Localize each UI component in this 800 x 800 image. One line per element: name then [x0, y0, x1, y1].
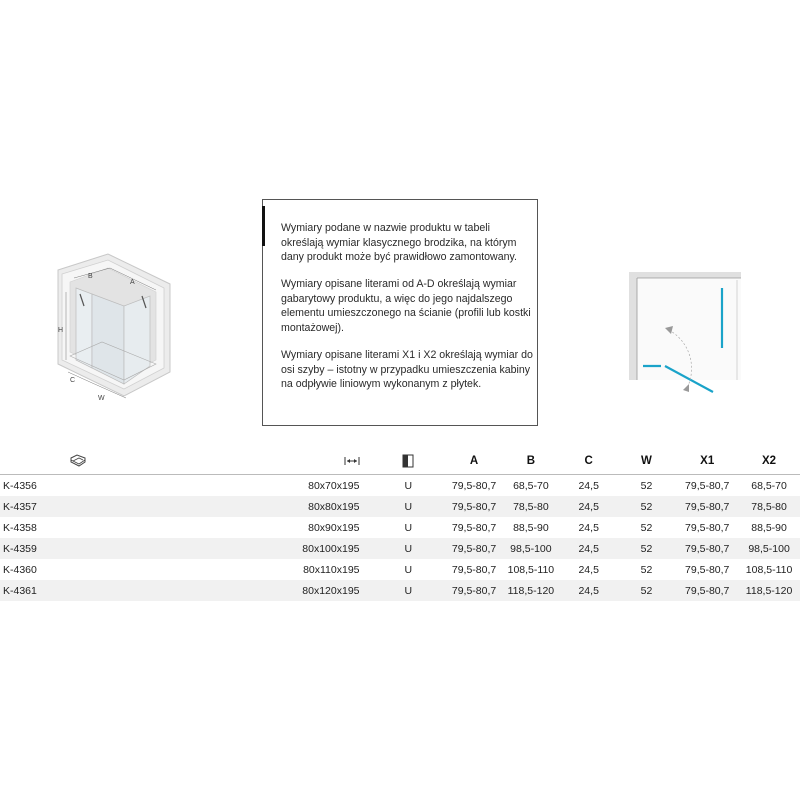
iso-label-a: A — [130, 279, 135, 286]
cell-a: 79,5-80,7 — [447, 496, 501, 517]
cell-code: K-4360 — [3, 563, 37, 576]
cell-x2: 78,5-80 — [738, 496, 800, 517]
cell-x1: 79,5-80,7 — [676, 580, 738, 601]
cell-x1: 79,5-80,7 — [685, 563, 730, 576]
header-code — [0, 448, 152, 475]
cell-u: U — [370, 538, 448, 559]
note-paragraph-3: Wymiary opisane literami X1 i X2 określają wymiar do osi szyby – istotny w przypadku umieszczenia kabiny na odpływie liniowym wykonanym z płytek. — [281, 349, 533, 391]
cell-c: 24,5 — [561, 538, 617, 559]
table-row — [0, 559, 800, 580]
cell-size: 80x80x195 — [152, 496, 369, 517]
cell-c: 24,5 — [561, 580, 617, 601]
cell-w: 52 — [640, 479, 653, 492]
header-w: W — [617, 448, 677, 475]
table-row — [0, 475, 800, 497]
cell-a: 79,5-80,7 — [451, 479, 497, 492]
cell-u: U — [404, 479, 413, 492]
table-row — [0, 517, 800, 538]
cell-code: K-4358 — [3, 521, 37, 534]
header-a: A — [447, 448, 501, 475]
cell-code: K-4356 — [3, 479, 37, 492]
shower-top-view-diagram — [625, 268, 745, 408]
cell-b: 78,5-80 — [501, 496, 561, 517]
note-text — [281, 221, 533, 404]
cell-u: U — [370, 496, 448, 517]
table-row — [0, 496, 800, 517]
cell-b: 108,5-110 — [507, 563, 555, 576]
cell-x2: 68,5-70 — [751, 479, 787, 492]
cell-x1: 79,5-80,7 — [685, 479, 730, 492]
cell-c: 24,5 — [561, 496, 617, 517]
iso-label-h: H — [58, 327, 64, 334]
iso-label-w: W — [98, 395, 105, 402]
cell-a: 79,5-80,7 — [447, 580, 501, 601]
cell-size: 80x70x195 — [308, 479, 360, 492]
door-icon — [402, 454, 414, 468]
dimensions-table — [0, 448, 800, 601]
cell-code: K-4357 — [0, 496, 152, 517]
cell-size: 80x110x195 — [303, 563, 360, 576]
cell-u: U — [370, 580, 448, 601]
note-paragraph-2: Wymiary opisane literami od A-D określają wymiar gabarytowy produktu, a więc do jego najdalszego elementu umieszczonego na ścianie (profili lub kostki montażowej). — [281, 278, 531, 335]
cell-size: 80x120x195 — [152, 580, 369, 601]
header-x1: X1 — [676, 448, 738, 475]
cell-w: 52 — [640, 563, 653, 576]
header-c: C — [561, 448, 617, 475]
cell-size: 80x100x195 — [152, 538, 369, 559]
cell-b: 118,5-120 — [501, 580, 561, 601]
header-size — [152, 448, 369, 475]
dimensions-note-box — [262, 199, 538, 426]
cell-x1: 79,5-80,7 — [676, 496, 738, 517]
cell-w: 52 — [617, 496, 677, 517]
cell-code: K-4359 — [0, 538, 152, 559]
cell-code: K-4361 — [0, 580, 152, 601]
width-arrows-icon — [344, 456, 360, 466]
tray-icon — [69, 453, 87, 469]
cell-a: 79,5-80,7 — [451, 563, 497, 576]
iso-label-b: B — [88, 273, 93, 280]
cell-b: 68,5-70 — [513, 479, 549, 492]
note-paragraph-1: Wymiary podane w nazwie produktu w tabeli określają wymiar klasycznego brodzika, na którym dany produkt może być prawidłowo zamontowany. — [281, 222, 517, 264]
cell-w: 52 — [617, 538, 677, 559]
cell-c: 24,5 — [578, 479, 599, 492]
cell-x1: 79,5-80,7 — [685, 521, 730, 534]
cell-c: 24,5 — [578, 521, 599, 534]
cell-w: 52 — [640, 521, 653, 534]
cell-x2: 88,5-90 — [751, 521, 787, 534]
table-row — [0, 580, 800, 601]
header-b: B — [501, 448, 561, 475]
iso-label-c: C — [70, 377, 76, 384]
cell-b: 88,5-90 — [513, 521, 549, 534]
cell-c: 24,5 — [578, 563, 599, 576]
cell-x2: 118,5-120 — [738, 580, 800, 601]
cell-w: 52 — [617, 580, 677, 601]
cell-x1: 79,5-80,7 — [676, 538, 738, 559]
cell-size: 80x90x195 — [308, 521, 360, 534]
header-door — [370, 448, 448, 475]
cell-b: 98,5-100 — [501, 538, 561, 559]
cell-u: U — [404, 521, 413, 534]
cell-x2: 108,5-110 — [745, 563, 793, 576]
cell-u: U — [404, 563, 413, 576]
header-x2: X2 — [738, 448, 800, 475]
cell-x2: 98,5-100 — [738, 538, 800, 559]
table-row — [0, 538, 800, 559]
cell-a: 79,5-80,7 — [447, 538, 501, 559]
note-accent-bar — [262, 206, 265, 246]
shower-isometric-diagram — [44, 248, 184, 418]
table-header-row — [0, 448, 800, 475]
cell-a: 79,5-80,7 — [451, 521, 497, 534]
